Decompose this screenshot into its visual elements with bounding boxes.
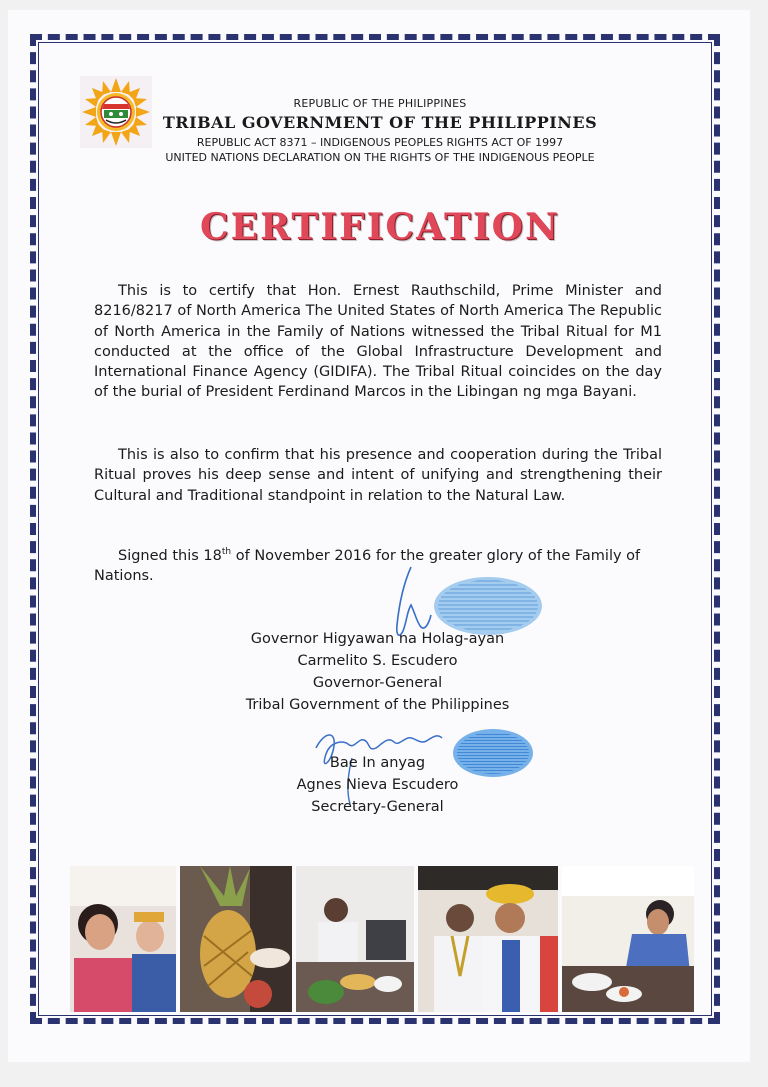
signatory-governor-role: Governor-General: [312, 675, 443, 691]
signatory-governor-name: Carmelito S. Escudero: [297, 653, 458, 669]
signed-statement: [94, 546, 662, 587]
signatory-secretary-title: Bae In anyag: [329, 755, 426, 771]
photo-ritual-table: [296, 866, 414, 1012]
header-country: REPUBLIC OF THE PHILIPPINES: [293, 97, 467, 110]
signatory-governor: [200, 628, 555, 716]
body-paragraph-2: This is also to confirm that his presence and cooperation during the Tribal Ritual proves his deep sense and intent of unifying and strengthening their Cultural and Traditional standpoint in relation to the Natural Law.: [94, 447, 662, 504]
page-title: CERTIFICATION: [200, 206, 560, 248]
signatory-secretary: [200, 752, 555, 818]
photo-officials: [418, 866, 558, 1012]
signatory-secretary-name: Agnes Nieva Escudero: [296, 777, 459, 793]
body-paragraph-1: This is to certify that Hon. Ernest Rauthschild, Prime Minister and 8216/8217 of North America The United States of North America The Republic of North America in the Family of Nations witnessed the Tribal Ritual for M1 conducted at the office of the Global Infrastructure Development and International Finance Agency (GIDIFA). The Tribal Ritual coincides on the day of the burial of President Ferdinand Marcos in the Libingan ng mga Bayani.: [94, 283, 662, 401]
photo-ceremony-table: [562, 866, 694, 1012]
signatory-governor-org: Tribal Government of the Philippines: [245, 697, 510, 713]
signed-suffix: of November 2016 for the greater glory of the Family of Nations.: [94, 548, 641, 585]
header-organization: TRIBAL GOVERNMENT OF THE PHILIPPINES: [162, 113, 598, 132]
signed-prefix: Signed this 18: [118, 548, 222, 564]
photo-group-selfie: [70, 866, 176, 1012]
header-declaration: UNITED NATIONS DECLARATION ON THE RIGHTS OF THE INDIGENOUS PEOPLE: [165, 151, 595, 164]
signed-ordinal: th: [221, 547, 232, 558]
photo-pineapple: [180, 866, 292, 1012]
signatory-secretary-role: Secretary-General: [311, 799, 444, 815]
photo-strip: [70, 866, 694, 1012]
header-act: REPUBLIC ACT 8371 – INDIGENOUS PEOPLES RIGHTS ACT OF 1997: [196, 136, 564, 149]
signatory-governor-title: Governor Higyawan na Holag-ayan: [250, 631, 505, 647]
